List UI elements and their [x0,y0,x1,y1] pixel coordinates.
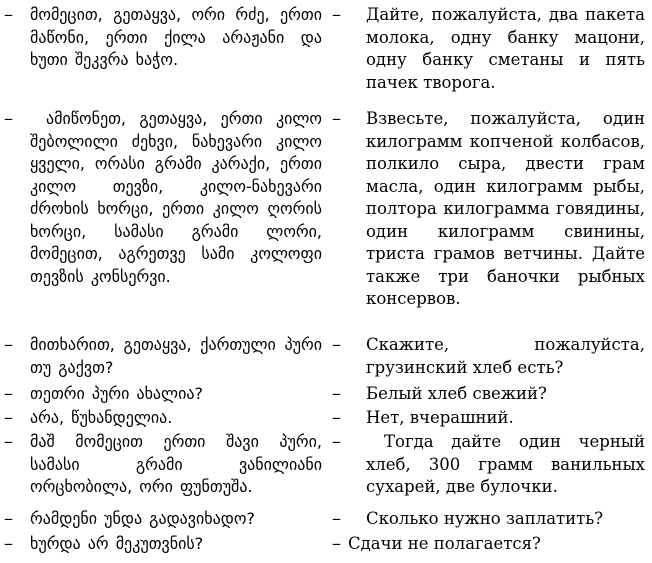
georgian-dash: – [4,533,13,554]
georgian-dash: – [4,108,13,129]
georgian-dash: – [4,431,13,452]
georgian-line: ხურდა არ მეკუთვნის? [30,534,204,553]
russian-dash: – [332,334,341,355]
georgian-dash: – [4,508,13,529]
georgian-line: თეთრი პური ახალია? [30,384,203,403]
georgian-line: არა, წუხანდელია. [30,408,173,427]
georgian-dash: – [4,334,13,355]
russian-line: Дайте, пожалуйста, два пакета молока, одну банку мацони, одну банку сметаны и пять пачек творога. [366,5,645,92]
russian-dash: – [332,383,341,404]
georgian-dash: – [4,4,13,25]
georgian-line: მაშ მომეცით ერთი შავი პური, სამასი გრამი ვანილიანი ორცხობილა, ორი ფუნთუშა. [30,432,322,496]
russian-dash: – [332,407,341,428]
russian-line: Нет, вчерашний. [366,408,514,427]
russian-line: Сколько нужно заплатить? [366,509,604,528]
georgian-dash: – [4,383,13,404]
georgian-dash: – [4,407,13,428]
georgian-line: მითხარით, გეთაყვა, ქართული პური თუ გაქვთ? [30,335,322,377]
georgian-line: მომეცით, გეთაყვა, ორი რძე, ერთი მაწონი, ერთი ქილა არაჟანი და ხუთი შეკვრა ხაჭო. [30,5,322,69]
russian-line: Сдачи не полагается? [348,534,541,553]
russian-dash: – [332,4,341,25]
russian-dash: – [332,108,341,129]
georgian-line: რამდენი უნდა გადავიხადო? [30,509,255,528]
georgian-line: ამიწონეთ, გეთაყვა, ერთი კილო შებოლილი ძეხვი, ნახევარი კილო ყველი, ორასი გრამი კარაქი, ერთი კილო თევზი, კილო-ნახევარი ძროხის ხორცი, ერთი კილო ღორის ხორცი, სამასი გრამი ლორი, მომეცით, აგრეთვე სამი კოლოფი თევზის კონსერვი. [30,109,322,286]
russian-line: Белый хлеб свежий? [366,384,547,403]
russian-dash: – [332,533,341,554]
russian-dash: – [332,431,341,452]
russian-line: Тогда дайте один черный хлеб, 300 грамм ванильных сухарей, две булочки. [366,432,645,496]
russian-line: Скажите, пожалуйста, грузинский хлеб есть? [366,335,645,377]
russian-dash: – [332,508,341,529]
russian-line: Взвесьте, пожалуйста, один килограмм копченой колбасов, полкило сыра, двести грам масла, один килограмм рыбы, полтора килограмма говядины, один килограмм свинины, триста грамов ветчины. Дайте также три баночки рыбных консервов. [366,109,645,308]
